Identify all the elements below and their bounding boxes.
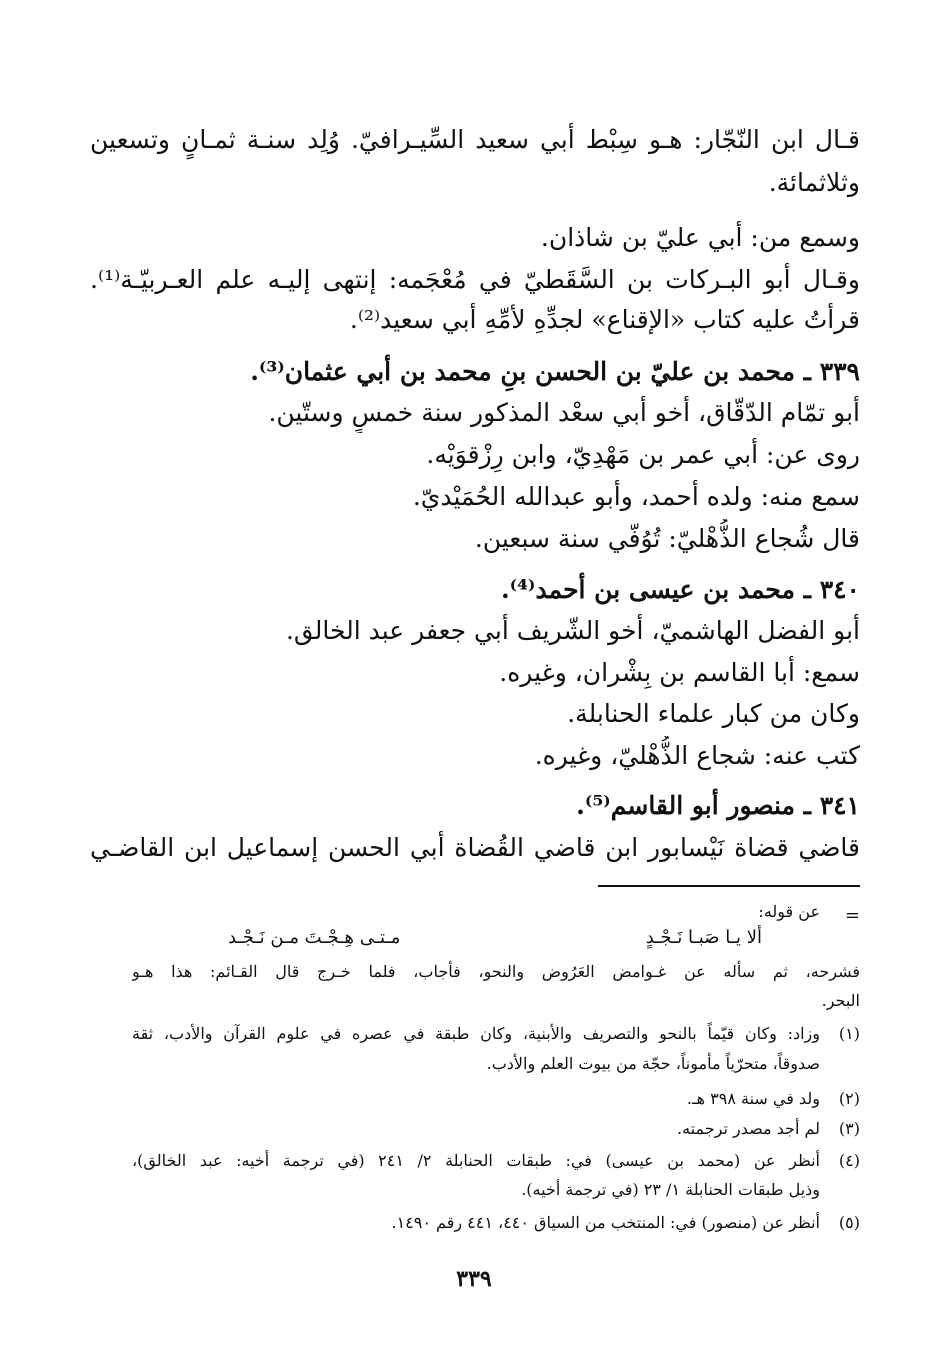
body-line-3: وسمع من: أبي عليّ بن شاذان. — [540, 223, 860, 252]
footnote-4-line-2: وذيل طبقات الحنابلة ١/ ٢٣ (في ترجمة أخيه). — [521, 1180, 820, 1199]
footnote-cont-line-1: فشرحه، ثم سأله عن غـوامض العَرُوض والنحو، فأجاب، فلما خـرج قال القـائم: هذا هـو — [132, 962, 860, 981]
body-line-17: قاضي قضاة نَيْسابور ابن قاضي القُضاة أبي الحسن إسماعيل ابن القاضـي — [90, 833, 860, 862]
footnote-number-1: (١) — [838, 1024, 860, 1043]
body-line-8: روى عن: أبي عمر بن مَهْدِيّ، وابن رِزْقوَيْه. — [426, 440, 860, 469]
body-line-2: وثلاثمائة. — [768, 168, 860, 197]
body-line-1: قـال ابن النّجّار: هـو سِبْط أبي سعيد السِّيـرافيّ. وُلِد سنـة ثمـانٍ وتسعين — [90, 125, 860, 154]
footnote-1-line-1: وزاد: وكان قيّماً بالنحو والتصريف والأبنية، وكان طبقة في عصره في علوم القرآن والأدب، ثقة — [132, 1024, 820, 1043]
body-line-10: قال شُجاع الذُّهْليّ: تُوُفّي سنة سبعين. — [474, 524, 860, 553]
poem-hemistich-left: مـتـى هِـجْـتَ مـن نَـجْـد — [228, 927, 401, 948]
footnote-separator — [598, 885, 860, 887]
footnote-intro: عن قوله: — [758, 902, 820, 921]
footnote-number-2: (٢) — [838, 1089, 860, 1108]
body-line-14: وكان من كبار علماء الحنابلة. — [567, 699, 860, 728]
body-line-12: أبو الفضل الهاشميّ، أخو الشّريف أبي جعفر عبد الخالق. — [285, 616, 860, 645]
footnote-number-3: (٣) — [838, 1119, 860, 1138]
body-line-4: وقـال أبو البـركات بن السَّقَطيّ في مُعْجَمه: إنتهى إليـه علم العـربيّـة⁽¹⁾. — [90, 265, 860, 294]
body-line-15: كتب عنه: شجاع الذُّهْليّ، وغيره. — [534, 741, 860, 770]
footnote-number-5: (٥) — [838, 1213, 860, 1232]
body-line-7: أبو تمّام الدّقّاق، أخو أبي سعْد المذكور سنة خمسٍ وستّين. — [268, 398, 860, 427]
entry-heading-340: ٣٤٠ ـ محمد بن عيسى بن أحمد⁽⁴⁾. — [500, 575, 860, 604]
footnote-2-line-1: ولد في سنة ٣٩٨ هـ. — [686, 1089, 820, 1108]
footnote-3-line-1: لم أجد مصدر ترجمته. — [677, 1119, 820, 1138]
body-line-5: قرأتُ عليه كتاب «الإقناع» لجدِّهِ لأمِّهِ أبي سعيد⁽²⁾. — [349, 305, 860, 334]
continuation-mark: = — [844, 905, 860, 926]
page-number: ٣٣٩ — [456, 1266, 492, 1292]
body-line-13: سمع: أبا القاسم بن بِشْران، وغيره. — [499, 658, 860, 687]
footnote-cont-line-2: البحر. — [821, 991, 860, 1010]
poem-hemistich-right: ألا يـا صَبـا نَـجْـدٍ — [645, 927, 762, 948]
body-line-9: سمع منه: ولده أحمد، وأبو عبدالله الحُمَيْديّ. — [412, 482, 860, 511]
entry-heading-341: ٣٤١ ـ منصور أبو القاسم⁽⁵⁾. — [576, 791, 860, 820]
entry-heading-339: ٣٣٩ ـ محمد بن عليّ بن الحسن بنِ محمد بن أبي عثمان⁽³⁾. — [250, 357, 860, 386]
footnote-number-4: (٤) — [838, 1151, 860, 1170]
footnote-4-line-1: أنظر عن (محمد بن عيسى) في: طبقات الحنابلة ٢/ ٢٤١ (في ترجمة أخيه: عبد الخالق)، — [132, 1151, 820, 1170]
footnote-5-line-1: أنظر عن (منصور) في: المنتخب من السياق ٤٤٠، ٤٤١ رقم ١٤٩٠. — [391, 1213, 820, 1232]
footnote-1-line-2: صدوقاً، متحرّياً مأموناً، حجّة من بيوت العلم والأدب. — [486, 1054, 820, 1073]
